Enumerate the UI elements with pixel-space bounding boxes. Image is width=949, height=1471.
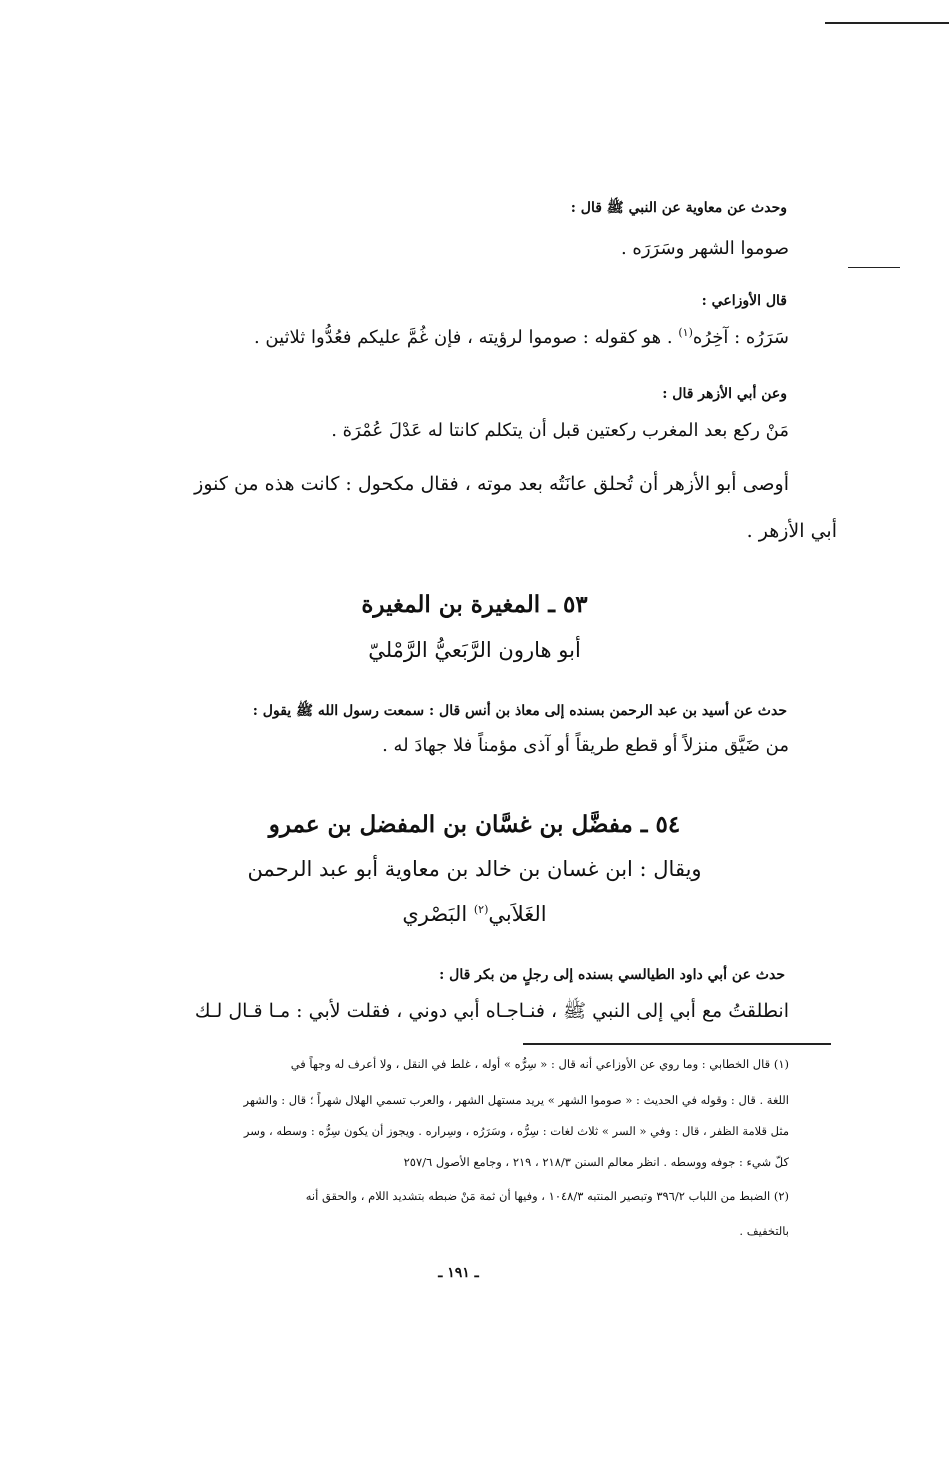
footnote-1-line-2: اللغة . قال : وقوله في الحديث : « صوموا الشهر » يريد مستهل الشهر ، والعرب تسمي الهلال شهراً ؛ قال : والشهر	[243, 1093, 789, 1107]
footnote-1-line-4: كلّ شيء : جوفه ووسطه . انظر معالم السنن ٢١٨/٣ ، ٢١٩ ، وجامع الأصول ٢٥٧/٦	[403, 1155, 789, 1169]
footnote-ref-2: (٢)	[473, 903, 489, 916]
entry-53-intro: حدث عن أسيد بن عبد الرحمن بسنده إلى معاذ بن أنس قال : سمعت رسول الله ﷺ يقول :	[252, 703, 787, 719]
footnote-separator	[523, 1043, 831, 1045]
entry-53-hadith: من ضَيَّق منزلاً أو قطع طريقاً أو آذى مؤمناً فلا جهادَ له .	[382, 735, 789, 756]
paragraph-wasiyya-line-1: أوصى أبو الأزهر أن تُحلق عانَتُه بعد موته ، فقال مكحول : كانت هذه من كنوز	[194, 473, 789, 495]
awzai-explanation	[254, 326, 789, 349]
top-edge-mark	[825, 22, 949, 24]
footnote-2-line-2: بالتخفيف .	[739, 1224, 789, 1238]
entry-54-nisba-basri: البَصْري	[402, 902, 474, 926]
paragraph-wasiyya-line-2: أبي الأزهر .	[746, 520, 837, 542]
hadith-sawmu-al-shahr: صوموا الشهر وسَرَرَه .	[620, 238, 789, 259]
footnote-1-line-3: مثل قلامة الظفر ، قال : وفي « السر » ثلاث لغات : سِرُّه ، وسَرَرُه ، وسِراره . ويجوز أن يكون سِرُّه : وسطه ، وسر	[243, 1124, 789, 1138]
awzai-explanation-part-1: سَرَرُه : آخِرُه	[692, 327, 789, 348]
awzai-explanation-part-2: . هو كقوله : صوموا لرؤيته ، فإن غُمَّ عليكم فعُدُّوا ثلاثين .	[253, 327, 679, 348]
entry-54-nisba-ghalabi: الغَلاَبي	[488, 902, 547, 926]
margin-mark	[848, 267, 900, 268]
entry-54-subtitle-2	[0, 902, 949, 927]
intro-muawiya: وحدث عن معاوية عن النبي ﷺ قال :	[570, 200, 787, 216]
entry-53-title: ٥٣ ـ المغيرة بن المغيرة	[361, 591, 588, 618]
footnote-ref-1: (١)	[678, 326, 693, 339]
intro-awzai: قال الأوزاعي :	[701, 293, 787, 309]
entry-54-intro: حدث عن أبي داود الطيالسي بسنده إلى رجلٍ من بكر قال :	[439, 967, 785, 983]
footnote-2-line-1: (٢) الضبط من اللباب ٣٩٦/٢ وتبصير المنتبه ١٠٤٨/٣ ، وفيها أن ثمة مَنْ ضبطه بتشديد اللام ، والحقق أنه	[305, 1189, 789, 1203]
footnote-1-line-1: (١) قال الخطابي : وما روي عن الأوزاعي أنه قال : « سِرُّه » أوله ، غلط في النقل ، ولا أعرف له وجهاً في	[290, 1057, 789, 1071]
entry-54-hadith: انطلقتُ مع أبي إلى النبي ﷺ ، فنـاجـاه أبي دوني ، فقلت لأبي : مـا قـال لـك	[194, 1000, 789, 1022]
page-number: ـ ١٩١ ـ	[438, 1265, 479, 1281]
entry-54-title: ٥٤ ـ مفضَّل بن غسَّان بن المفضل بن عمرو	[268, 811, 681, 838]
hadith-rakatain: مَنْ ركع بعد المغرب ركعتين قبل أن يتكلم كانتا له عَدْلَ عُمْرَة .	[331, 420, 789, 441]
intro-abu-al-azhar: وعن أبي الأزهر قال :	[662, 386, 787, 402]
entry-53-subtitle: أبو هارون الرَّبَعيُّ الرَّمْليّ	[368, 638, 581, 662]
entry-54-subtitle-1: ويقال : ابن غسان بن خالد بن معاوية أبو عبد الرحمن	[247, 857, 702, 881]
